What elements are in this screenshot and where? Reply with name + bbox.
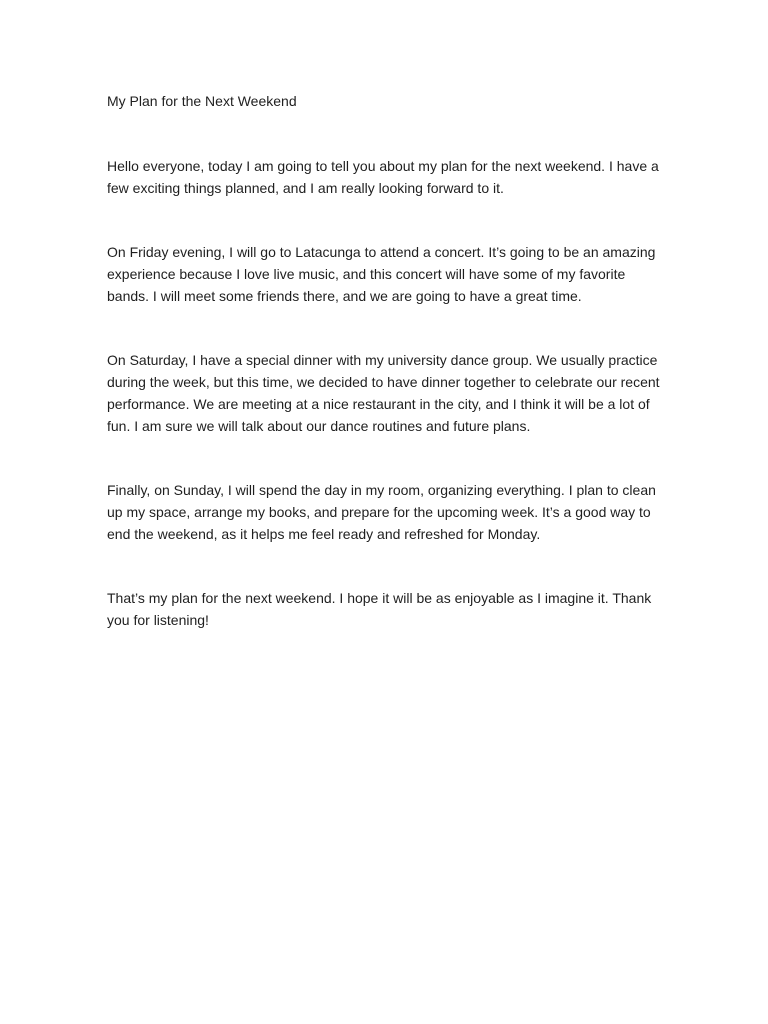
paragraph-friday: On Friday evening, I will go to Latacunga to attend a concert. It’s going to be an amazing experience because I love live music, and this concert will have some of my favorite bands. I will meet some friends there, and we are going to have a great time. bbox=[107, 244, 656, 304]
document-body bbox=[107, 90, 663, 631]
paragraph-closing: That’s my plan for the next weekend. I hope it will be as enjoyable as I imagine it. Thank you for listening! bbox=[107, 590, 652, 628]
paragraph-sunday: Finally, on Sunday, I will spend the day in my room, organizing everything. I plan to clean up my space, arrange my books, and prepare for the upcoming week. It’s a good way to end the weekend, as it helps me feel ready and refreshed for Monday. bbox=[107, 482, 656, 542]
document-title: My Plan for the Next Weekend bbox=[107, 93, 297, 109]
paragraph-saturday: On Saturday, I have a special dinner with my university dance group. We usually practice during the week, but this time, we decided to have dinner together to celebrate our recent performance. We are meeting at a nice restaurant in the city, and I think it will be a lot of fun. I am sure we will talk about our dance routines and future plans. bbox=[107, 352, 660, 434]
paragraph-intro: Hello everyone, today I am going to tell you about my plan for the next weekend. I have a few exciting things planned, and I am really looking forward to it. bbox=[107, 158, 659, 196]
